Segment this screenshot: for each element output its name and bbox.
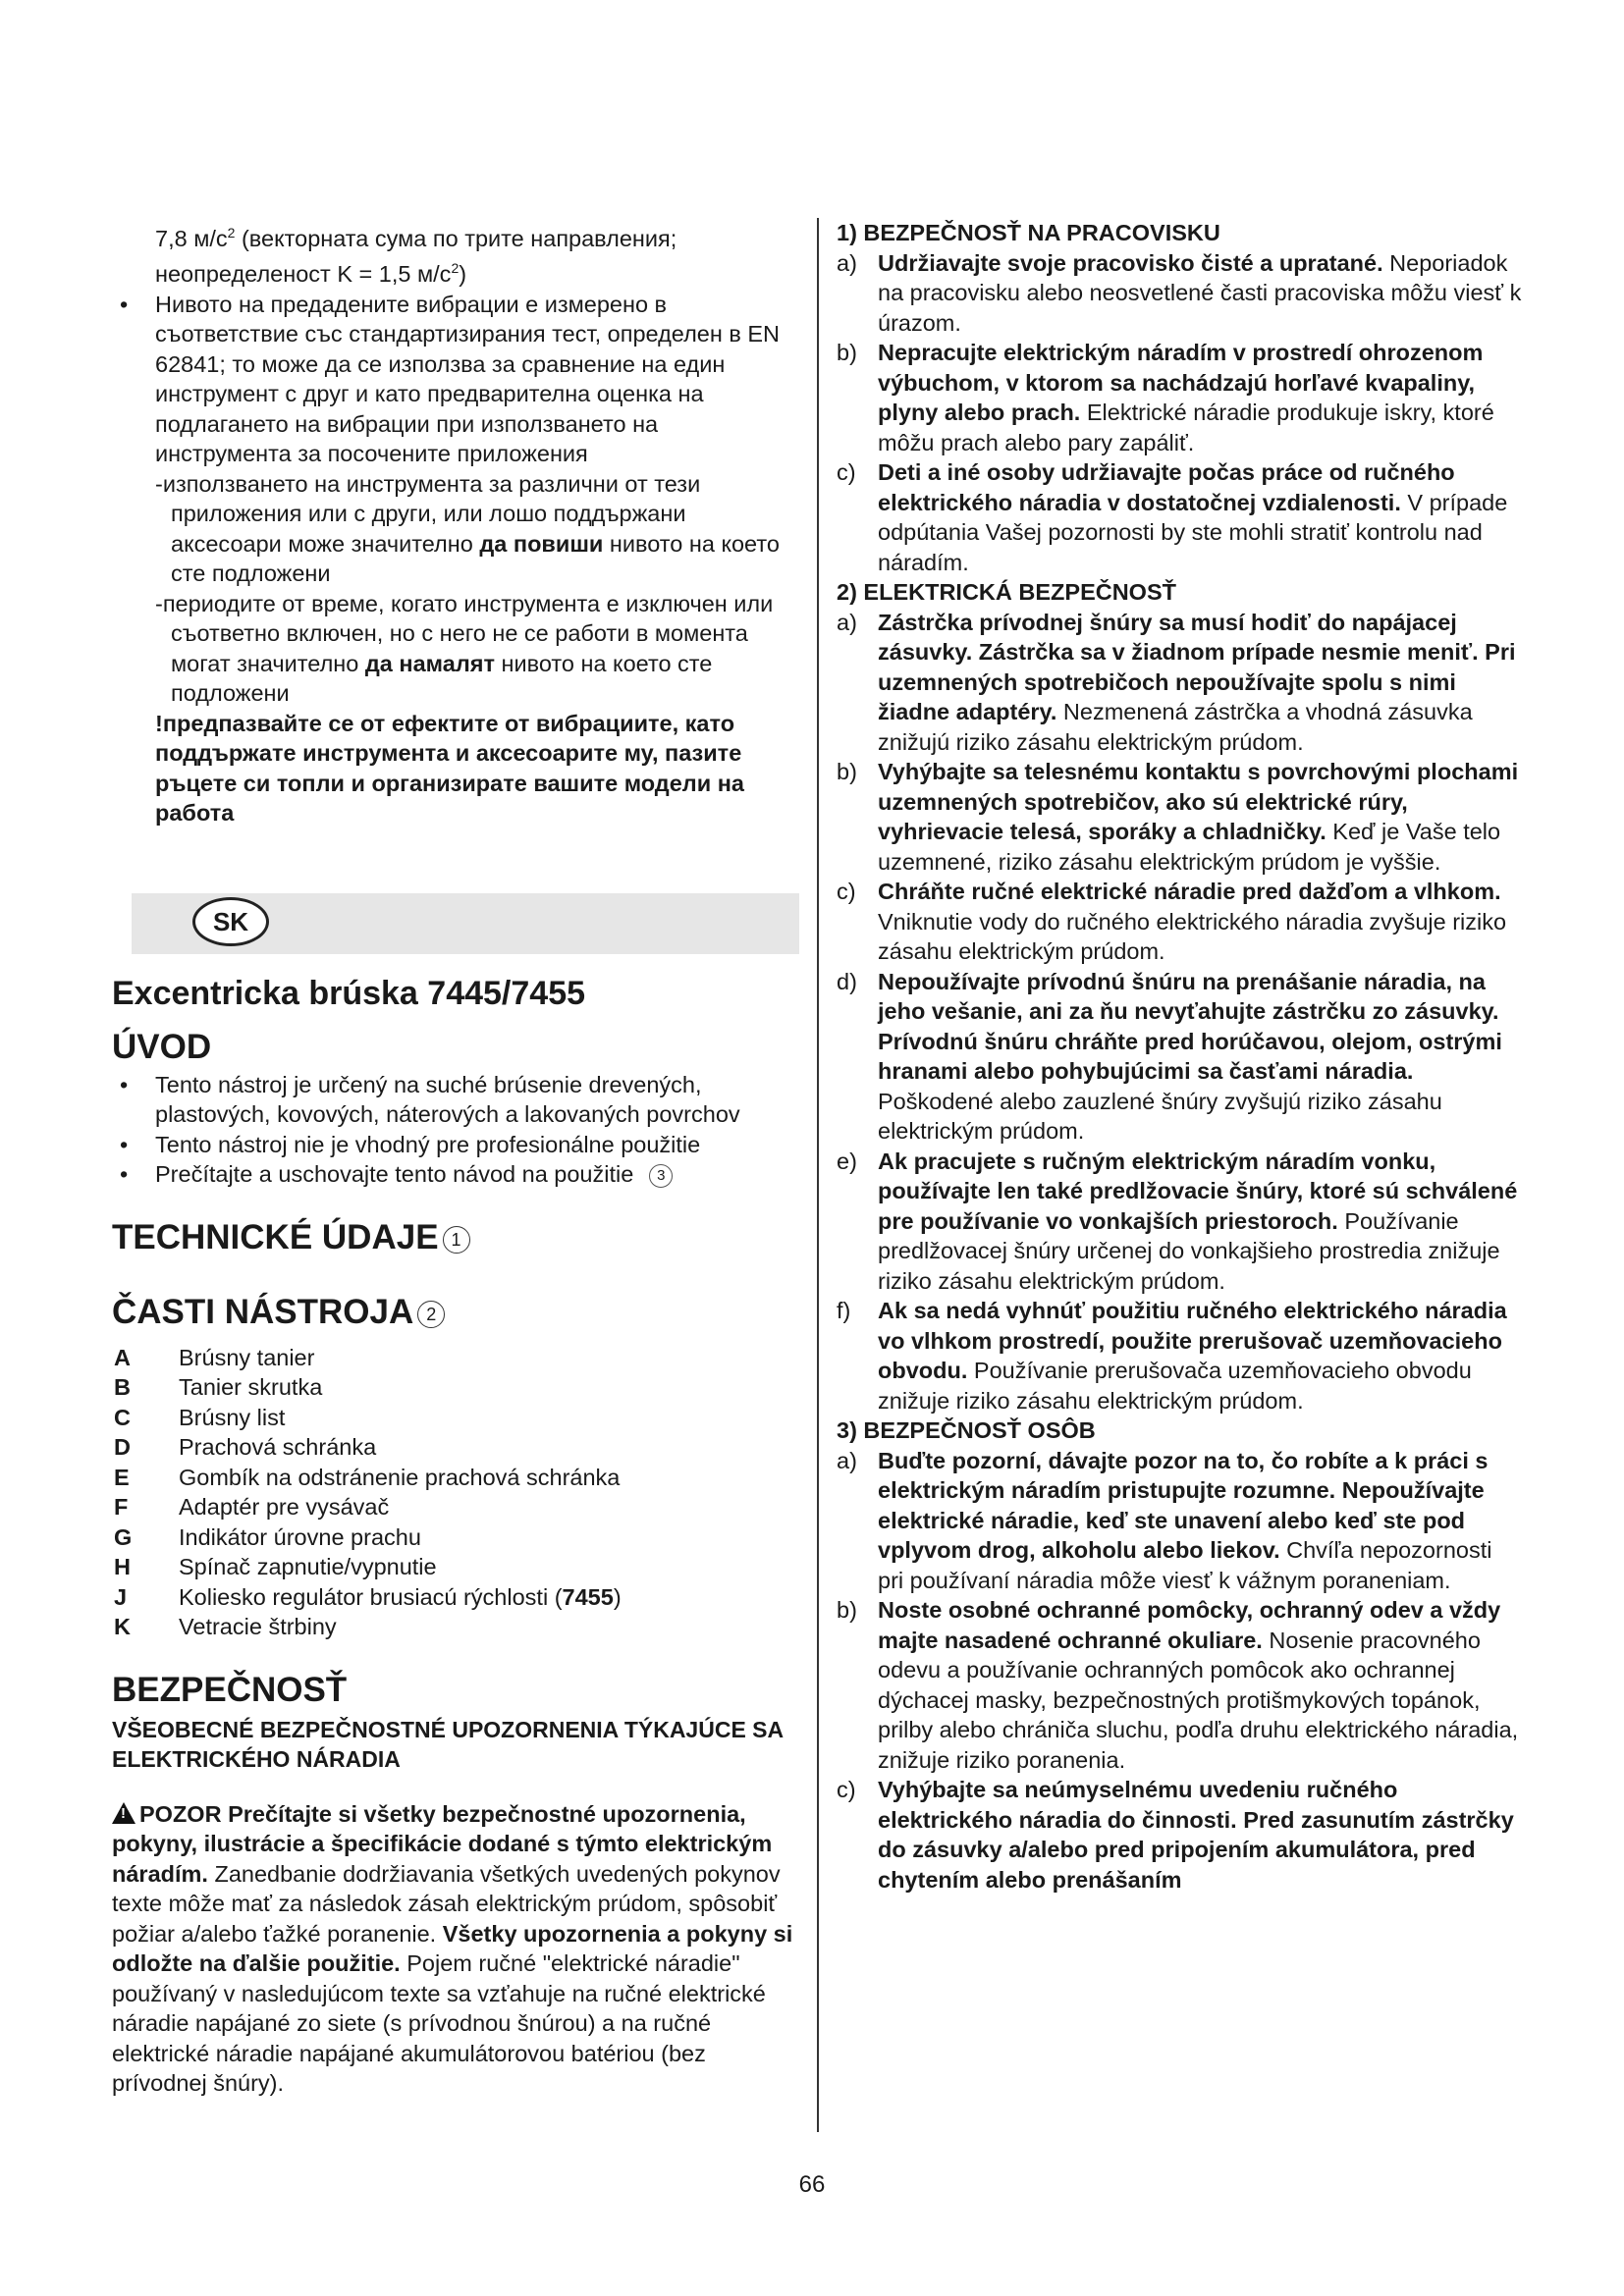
bg-dash-2-tail: нивото на което сте подложени: [171, 650, 713, 707]
item-label: f): [837, 1298, 851, 1323]
item-bold: Udržiavajte svoje pracovisko čisté a upratané.: [878, 249, 1383, 276]
part-name: [179, 1582, 622, 1613]
part-row: [112, 1343, 799, 1373]
pozor-text-2: Pojem ručné "elektrické náradie" používaný v nasledujúcom texte sa vzťahuje na ručné elektrické náradie napájané zo siete (s prívodnou šnúrou) a na ručné elektrické náradie napájané akumulátorovou batériou (bez prívodnej šnúry).: [112, 1950, 766, 2097]
language-badge: SK: [192, 897, 269, 946]
parts-list: [112, 1343, 799, 1642]
part-name-text: Koliesko regulátor brusiacú rýchlosti (: [179, 1583, 563, 1610]
section-1-item-c: [837, 457, 1524, 577]
item-bold: Vyhýbajte sa telesnému kontaktu s povrchovými plochami uzemnených spotrebičov, ako sú elektrické rúry, vyhrievacie telesá, sporáky a chladničky.: [878, 759, 1519, 844]
part-name: Adaptér pre vysávač: [179, 1494, 390, 1521]
item-label: b): [837, 1597, 857, 1623]
bg-vibration-warning: !предпазвайте се от ефектите от вибрациите, като поддържате инструмента и аксесоарите му, пазите ръцете си топли и организирате вашите модели на работа: [155, 710, 744, 827]
bg-dash-1: [112, 469, 799, 589]
part-letter: J: [114, 1583, 128, 1610]
intro-heading: ÚVOD: [112, 1027, 212, 1066]
item-label: b): [837, 340, 857, 365]
tech-heading-text: TECHNICKÉ ÚDAJE: [112, 1217, 439, 1256]
part-letter: F: [114, 1494, 129, 1521]
part-name: Brúsny list: [179, 1404, 286, 1430]
item-text: Elektrické náradie produkuje iskry, ktoré môžu prach alebo pary zapáliť.: [878, 400, 1494, 455]
figure-ref-icon: 3: [649, 1164, 673, 1188]
part-row: [112, 1492, 799, 1522]
page-number: 66: [798, 2171, 826, 2198]
tech-heading: [112, 1215, 799, 1260]
item-bold: Ak pracujete s ručným elektrickým náradím vonku, používajte len také predlžovacie šnúry, ktoré sú schválené pre používanie vo vonkajších priestoroch.: [878, 1148, 1518, 1234]
bg-dash-2-bold: да намалят: [364, 650, 495, 676]
language-bar: [132, 893, 799, 954]
item-bold: Zástrčka prívodnej šnúry sa musí hodiť do napájacej zásuvky. Zástrčka sa v žiadnom prípade nesmie meniť. Pri uzemnených spotrebičoch nepoužívajte spolu s nimi žiadne adaptéry.: [878, 609, 1516, 724]
item-text: Chvíľa nepozornosti pri používaní náradia môže viesť k vážnym poraneniam.: [878, 1537, 1492, 1593]
figure-ref-icon: 1: [443, 1226, 470, 1254]
section-3-item-c: [837, 1775, 1524, 1895]
column-divider: [817, 218, 819, 2132]
item-bold: Buďte pozorní, dávajte pozor na to, čo robíte a k práci s elektrickým náradím pristupujte rozumne. Nepoužívajte elektrické náradie, keď ste unavení alebo keď ste pod vplyvom drog, alkoholu alebo liekov.: [878, 1447, 1489, 1563]
part-name: Spínač zapnutie/vypnutie: [179, 1554, 437, 1580]
part-row: [112, 1612, 799, 1642]
item-text: Nezmenená zástrčka a vhodná zásuvka znižujú riziko zásahu elektrickým prúdom.: [878, 699, 1473, 755]
part-name: Tanier skrutka: [179, 1374, 323, 1401]
section-3-item-b: [837, 1595, 1524, 1775]
bg-uncertainty-close: ): [459, 261, 467, 288]
product-title: Excentricka brúska 7445/7455: [112, 974, 586, 1012]
pozor-paragraph: [112, 1799, 799, 2099]
item-bold: Nepracujte elektrickým náradím v prostredí ohrozenom výbuchom, v ktorom sa nachádzajú horľavé kvapaliny, plyny alebo prach.: [878, 340, 1484, 425]
bg-dash-1-bold: да повиши: [479, 530, 604, 557]
item-label: c): [837, 459, 856, 485]
item-text: Používanie predlžovacej šnúry určenej do vonkajšieho prostredia znižuje riziko zásahu elektrickým prúdom.: [878, 1207, 1500, 1294]
bg-vibration-value: [112, 218, 799, 290]
intro-bullet-text: Prečítajte a uschovajte tento návod na použitie: [155, 1161, 634, 1188]
part-letter: A: [114, 1344, 131, 1370]
bg-dash-1-tail: нивото на което сте подложени: [171, 530, 780, 587]
part-letter: H: [114, 1554, 131, 1580]
pozor-bold: POZOR Prečítajte si všetky bezpečnostné upozornenia, pokyny, ilustrácie a špecifikácie dodané s týmto elektrickým náradím.: [112, 1800, 773, 1887]
item-bold: Ak sa nedá vyhnúť použitiu ručného elektrického náradia vo vlhkom prostredí, použite prerušovač uzemňovacieho obvodu.: [878, 1298, 1507, 1383]
item-label: d): [837, 968, 857, 994]
superscript: 2: [451, 260, 460, 277]
section-2-heading: 2) ELEKTRICKÁ BEZPEČNOSŤ: [837, 579, 1176, 605]
left-column: [112, 218, 799, 2099]
pozor-text: Zanedbanie dodržiavania všetkých uvedených pokynov texte môže mať za následok zásah elektrickým prúdom, spôsobiť požiar a/alebo ťažké poranenie.: [112, 1860, 781, 1947]
section-2-item-a: [837, 608, 1524, 758]
item-bold: Noste osobné ochranné pomôcky, ochranný odev a vždy majte nasadené ochranné okuliare.: [878, 1597, 1501, 1653]
section-2-item-d: [837, 967, 1524, 1147]
superscript: 2: [227, 225, 236, 240]
item-label: c): [837, 879, 856, 904]
part-name: Prachová schránka: [179, 1434, 377, 1461]
bg-uncertainty-text: неопределеност K = 1,5 м/с: [155, 261, 452, 288]
section-2-item-e: [837, 1147, 1524, 1297]
section-3-heading: 3) BEZPEČNOSŤ OSÔB: [837, 1417, 1096, 1443]
intro-bullet: • Tento nástroj nie je vhodný pre profesionálne použitie: [112, 1130, 799, 1160]
bg-bullet: [112, 290, 799, 469]
section-1-item-b: [837, 338, 1524, 457]
section-1-item-a: [837, 248, 1524, 339]
item-bold: Nepoužívajte prívodnú šnúru na prenášanie náradia, na jeho vešanie, ani za ňu nevyťahujte zástrčku zo zásuvky. Prívodnú šnúru chráňte pred horúčavou, olejom, ostrými hranami alebo pohybujúcimi sa časťami náradia.: [878, 968, 1502, 1084]
part-name: Brúsny tanier: [179, 1344, 315, 1370]
bg-vibration-value-text: 7,8 м/с: [155, 225, 228, 251]
item-label: a): [837, 249, 857, 276]
part-row: [112, 1463, 799, 1493]
section-2-item-f: [837, 1296, 1524, 1415]
bg-dash-2-text: -периодите от време, когато инструмента е изключен или съответно включен, но с него не се работи в момента могат значително: [155, 590, 774, 676]
part-model: 7455: [562, 1583, 614, 1610]
parts-heading: [112, 1290, 799, 1335]
part-name: Gombík na odstránenie prachová schránka: [179, 1464, 621, 1490]
section-2-item-c: [837, 877, 1524, 967]
part-name: Vetracie štrbiny: [179, 1614, 337, 1640]
part-row: [112, 1552, 799, 1582]
item-label: c): [837, 1777, 856, 1802]
part-row: [112, 1403, 799, 1433]
safety-heading: BEZPEČNOSŤ: [112, 1670, 348, 1709]
item-text: Keď je Vaše telo uzemnené, riziko zásahu elektrickým prúdom je vyššie.: [878, 819, 1501, 875]
item-bold: Vyhýbajte sa neúmyselnému uvedeniu ručného elektrického náradia do činnosti. Pred zasunutím zástrčky do zásuvky a/alebo pred pripojením akumulátora, pred chytením alebo prenášaním: [878, 1777, 1514, 1893]
item-text: Poškodené alebo zauzlené šnúry zvyšujú riziko zásahu elektrickým prúdom.: [878, 1088, 1442, 1144]
intro-bullet: • Tento nástroj je určený na suché brúsenie drevených, plastových, kovových, náterových a lakovaných povrchov: [112, 1070, 799, 1130]
bg-dash-2: [112, 589, 799, 709]
part-letter: C: [114, 1404, 131, 1430]
item-text: Používanie prerušovača uzemňovacieho obvodu znižuje riziko zásahu elektrickým prúdom.: [878, 1358, 1472, 1414]
part-row: [112, 1372, 799, 1403]
part-letter: D: [114, 1434, 131, 1461]
bg-vibration-value-text-b: (векторната сума по трите направления;: [235, 225, 677, 251]
part-letter: E: [114, 1464, 130, 1490]
part-row: [112, 1522, 799, 1553]
bg-bullet-text: Нивото на предадените вибрации е измерено в съответствие със стандартизирания тест, определен в EN 62841; то може да се използва за сравнение на един инструмент с друг и като предварителна оценка на подлагането на вибрации при използването на инструмента за посочените приложения: [155, 291, 781, 467]
part-letter: K: [114, 1614, 131, 1640]
part-letter: B: [114, 1374, 131, 1401]
item-text: Vniknutie vody do ručného elektrického náradia zvyšuje riziko zásahu elektrickým prúdom.: [878, 908, 1507, 964]
item-text: Neporiadok na pracovisku alebo neosvetlené časti pracoviska môžu viesť k úrazom.: [878, 249, 1522, 336]
right-column: [837, 218, 1524, 1895]
safety-subheading: VŠEOBECNÉ BEZPEČNOSTNÉ UPOZORNENIA TÝKAJÚCE SA ELEKTRICKÉHO NÁRADIA: [112, 1716, 784, 1772]
figure-ref-icon: 2: [417, 1301, 445, 1328]
part-letter: G: [114, 1523, 133, 1550]
intro-bullet: [112, 1159, 799, 1190]
item-label: a): [837, 609, 857, 635]
item-bold: Chráňte ručné elektrické náradie pred dažďom a vlhkom.: [878, 879, 1501, 904]
part-name: Indikátor úrovne prachu: [179, 1523, 421, 1550]
item-text: V prípade odpútania Vašej pozornosti by ste mohli stratiť kontrolu nad náradím.: [878, 489, 1508, 575]
section-2-item-b: [837, 757, 1524, 877]
section-3-item-a: [837, 1446, 1524, 1596]
warning-icon: [112, 1802, 135, 1824]
part-row: [112, 1582, 799, 1613]
item-text: Nosenie pracovného odevu a používanie ochranných pomôcok ako ochrannej dýchacej masky, bezpečnostných protišmykových topánok, prilby alebo chrániča sluchu, podľa druhu elektrického náradia, znižuje riziko poranenia.: [878, 1627, 1519, 1773]
pozor-bold-2: Všetky upozornenia a pokyny si odložte na ďalšie použitie.: [112, 1920, 793, 1977]
intro-list: [112, 1070, 799, 1190]
bg-dash-1-text: -използването на инструмента за различни от тези приложения или с други, или лошо поддържани аксесоари може значително: [155, 470, 701, 557]
parts-heading-text: ČASTI NÁSTROJA: [112, 1292, 414, 1331]
item-bold: Deti a iné osoby udržiavajte počas práce od ručného elektrického náradia v dostatočnej vzdialenosti.: [878, 459, 1455, 515]
item-label: a): [837, 1447, 857, 1473]
section-1-heading: 1) BEZPEČNOSŤ NA PRACOVISKU: [837, 220, 1220, 245]
part-name-tail: ): [613, 1583, 622, 1610]
part-row: [112, 1432, 799, 1463]
item-label: b): [837, 759, 857, 784]
item-label: e): [837, 1148, 857, 1174]
